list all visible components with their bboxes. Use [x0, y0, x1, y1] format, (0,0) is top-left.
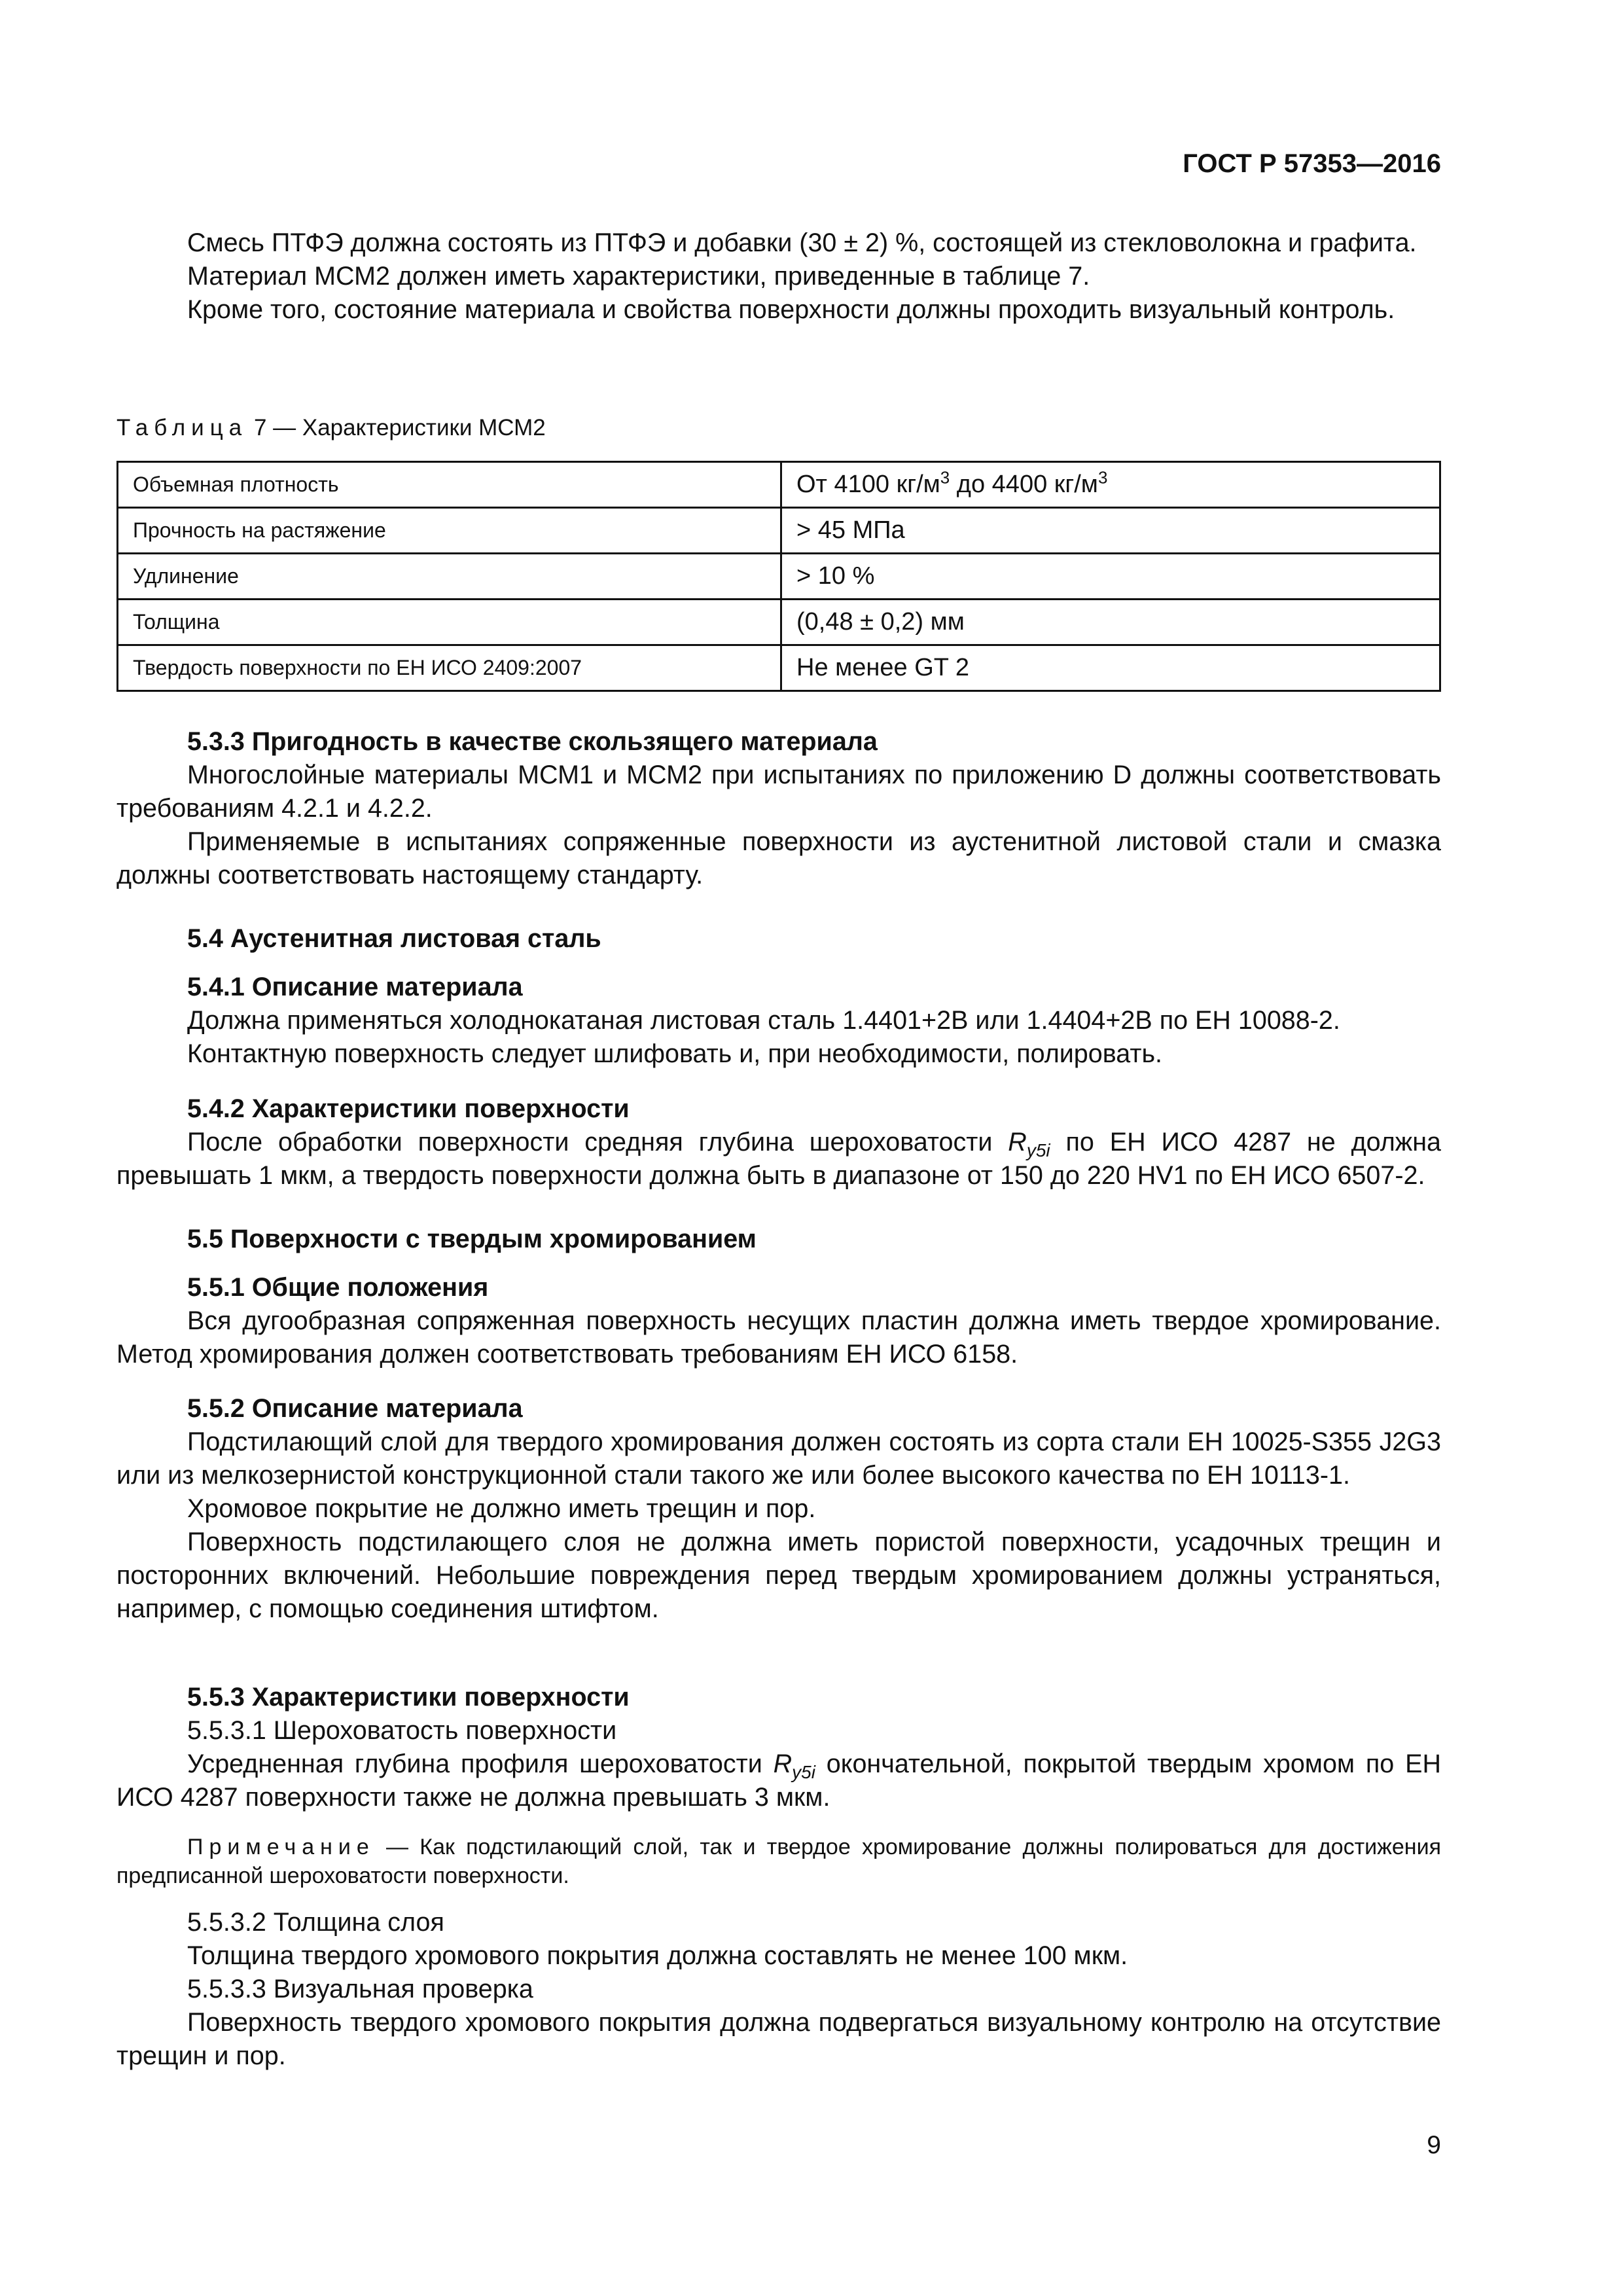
paragraph: Подстилающий слой для твердого хромирования должен состоять из сорта стали ЕН 10025-S355 J2G3 или из мелкозернистой конструкционной стали такого же или более высокого качества по ЕН 10113-1. [116, 1427, 1441, 1490]
table-row [118, 508, 1440, 554]
section-5-5-3 [116, 1681, 1441, 1814]
note-label: Примечание [187, 1835, 375, 1859]
section-heading: 5.5.1 Общие положения [187, 1273, 489, 1302]
table-caption [116, 414, 1441, 442]
table-cell-value: От 4100 $кг/м^3$ до 4400 $кг/м^3$ [781, 462, 1440, 508]
intro-paragraph-1: Смесь ПТФЭ должна состоять из ПТФЭ и добавки (30 ± 2) %, состоящей из стекловолокна и графита. [187, 228, 1417, 257]
section-heading: 5.3.3 Пригодность в качестве скользящего материала [187, 727, 878, 756]
paragraph: Должна применяться холоднокатаная листовая сталь 1.4401+2B или 1.4404+2B по ЕН 10088-2. [187, 1006, 1340, 1035]
table-cell-value: > 45 МПа [781, 508, 1440, 554]
section-5-5 [116, 1223, 1441, 1256]
table-cell-value: > 10 % [781, 554, 1440, 600]
paragraph: Поверхность подстилающего слоя не должна иметь пористой поверхности, усадочных трещин и посторонних включений. Небольшие повреждения перед твердым хромированием должны устраняться, например, с помощью соединения штифтом. [116, 1528, 1441, 1623]
section-5-4-2 [116, 1092, 1441, 1193]
subsection-title: 5.5.3.1 Шероховатость поверхности [187, 1716, 617, 1745]
table-cell-name: Прочность на растяжение [118, 508, 781, 554]
section-5-5-3-2 [116, 1906, 1441, 2073]
section-heading: 5.4.2 Характеристики поверхности [187, 1094, 630, 1123]
note-text: — Как подстилающий слой, так и твердое хромирование должны полироваться для достижения предписанной шероховатости поверхности. [116, 1835, 1441, 1888]
table-row [118, 645, 1440, 691]
section-5-4 [116, 922, 1441, 956]
table-cell-name: Твердость поверхности по ЕН ИСО 2409:2007 [118, 645, 781, 691]
table-caption-label: Таблица [116, 415, 248, 440]
intro-paragraph-3: Кроме того, состояние материала и свойства поверхности должны проходить визуальный контроль. [187, 295, 1395, 324]
table-cell-value: Не менее GT 2 [781, 645, 1440, 691]
table-cell-name: Объемная плотность [118, 462, 781, 508]
roughness-symbol: $R_{y5i}$ [1008, 1128, 1050, 1160]
paragraph: Вся дугообразная сопряженная поверхность несущих пластин должна иметь твердое хромирование. Метод хромирования должен соответствовать требованиям ЕН ИСО 6158. [116, 1306, 1441, 1369]
table-row [118, 554, 1440, 600]
intro-paragraph-2: Материал МСМ2 должен иметь характеристики, приведенные в таблице 7. [187, 262, 1090, 291]
paragraph: Применяемые в испытаниях сопряженные поверхности из аустенитной листовой стали и смазка должны соответствовать настоящему стандарту. [116, 827, 1441, 889]
paragraph: Контактную поверхность следует шлифовать и, при необходимости, полировать. [187, 1039, 1163, 1068]
table-cell-name: Удлинение [118, 554, 781, 600]
paragraph: После обработки поверхности средняя глубина шероховатости $R_{y5i}$ по ЕН ИСО 4287 не должна превышать 1 мкм, а твердость поверхности должна быть в диапазоне от 150 до 220 HV1 по ЕН ИСО 6507-2. [116, 1128, 1441, 1190]
standard-designation: ГОСТ Р 57353—2016 [1183, 149, 1441, 178]
section-heading: 5.4 Аустенитная листовая сталь [187, 924, 601, 953]
roughness-symbol: $R_{y5i}$ [773, 1749, 815, 1782]
paragraph: Толщина твердого хромового покрытия должна составлять не менее 100 мкм. [187, 1941, 1128, 1970]
table-row [118, 462, 1440, 508]
section-heading: 5.4.1 Описание материала [187, 973, 523, 1001]
section-heading: 5.5.2 Описание материала [187, 1394, 523, 1423]
section-5-4-1 [116, 971, 1441, 1071]
section-5-5-2 [116, 1392, 1441, 1626]
paragraph: Усредненная глубина профиля шероховатости $R_{y5i}$ окончательной, покрытой твердым хромом по ЕН ИСО 4287 поверхности также не должна превышать 3 мкм. [116, 1749, 1441, 1812]
subsection-title: 5.5.3.2 Толщина слоя [187, 1908, 444, 1937]
page-number: 9 [1427, 2131, 1441, 2159]
section-heading: 5.5.3 Характеристики поверхности [187, 1683, 630, 1712]
subsection-title: 5.5.3.3 Визуальная проверка [187, 1975, 533, 2003]
characteristics-table [116, 461, 1441, 692]
paragraph: Многослойные материалы МСМ1 и МСМ2 при испытаниях по приложению D должны соответствовать требованиям 4.2.1 и 4.2.2. [116, 761, 1441, 823]
table-caption-text: 7 — Характеристики МСМ2 [247, 415, 546, 440]
paragraph: Поверхность твердого хромового покрытия должна подвергаться визуальному контролю на отсутствие трещин и пор. [116, 2008, 1441, 2070]
table-cell-name: Толщина [118, 600, 781, 645]
paragraph: Хромовое покрытие не должно иметь трещин и пор. [187, 1494, 816, 1523]
note [116, 1833, 1441, 1890]
table-cell-value: (0,48 ± 0,2) мм [781, 600, 1440, 645]
table-row [118, 600, 1440, 645]
section-heading: 5.5 Поверхности с твердым хромированием [187, 1225, 757, 1253]
intro-block [116, 226, 1441, 327]
section-5-3-3 [116, 725, 1441, 892]
section-5-5-1 [116, 1271, 1441, 1371]
